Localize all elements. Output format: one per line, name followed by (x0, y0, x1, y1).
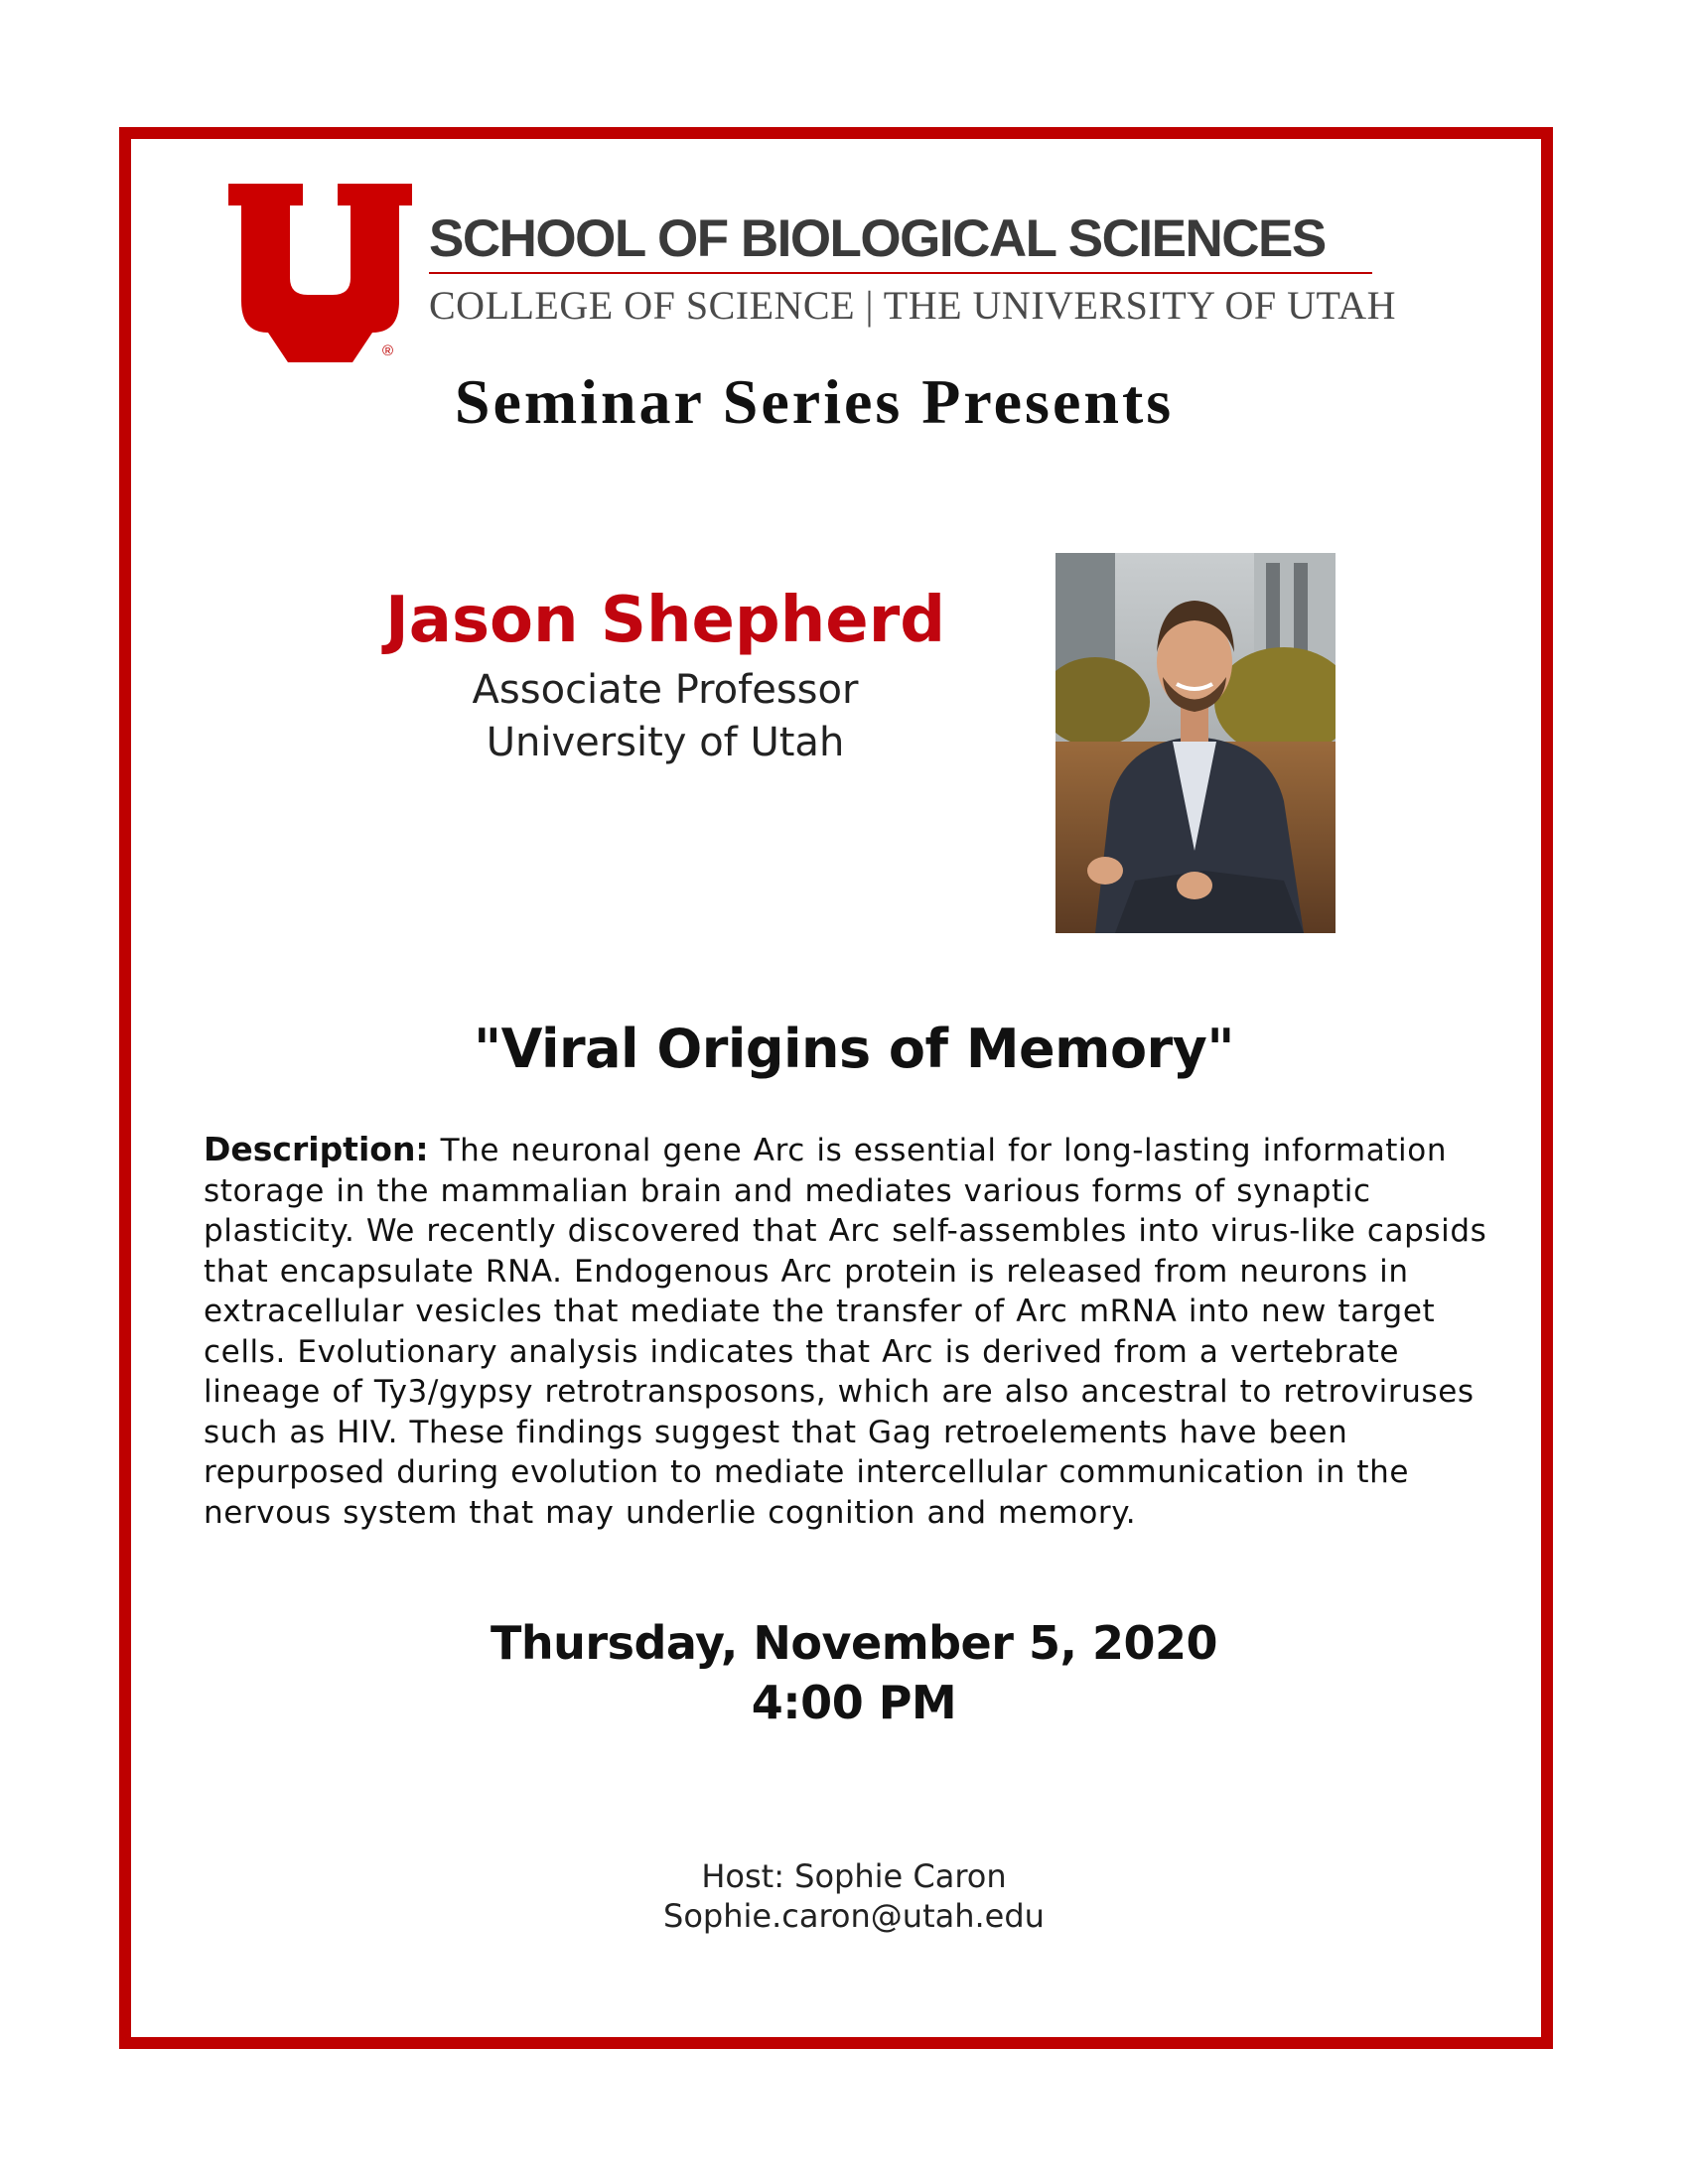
host-email-link[interactable]: Sophie.caron@utah.edu (663, 1897, 1045, 1935)
speaker-portrait-icon (1055, 553, 1336, 933)
series-title: Seminar Series Presents (454, 366, 1175, 437)
speaker-institution: University of Utah (486, 720, 845, 765)
speaker-name: Jason Shepherd (384, 584, 946, 657)
talk-title: "Viral Origins of Memory" (473, 1018, 1235, 1080)
header-divider (429, 272, 1372, 274)
speaker-title: Associate Professor (472, 667, 859, 713)
description (204, 1130, 1524, 1533)
host-name: Host: Sophie Caron (701, 1857, 1007, 1895)
description-label: Description: (204, 1130, 429, 1168)
college-line: COLLEGE OF SCIENCE | THE UNIVERSITY OF UTAH (429, 283, 1397, 328)
school-name: SCHOOL OF BIOLOGICAL SCIENCES (429, 209, 1326, 268)
event-date: Thursday, November 5, 2020 (491, 1616, 1217, 1670)
event-time: 4:00 PM (751, 1676, 957, 1729)
description-text: The neuronal gene Arc is essential for long-lasting information storage in the mammalian brain and mediates various forms of synaptic plasticity. We recently discovered that Arc self-assembles into virus-like capsids that encapsulate RNA. Endogenous Arc protein is released from neurons in extracellular vesicles that mediate the transfer of Arc mRNA into new target cells. Evolutionary analysis indicates that Arc is derived from a vertebrate lineage of Ty3/gypsy retrotransposons, which are also ancestral to retroviruses such as HIV. These findings suggest that Gag retroelements have been repurposed during evolution to mediate intercellular communication in the nervous system that may underlie cognition and memory. (204, 1133, 1487, 1531)
registered-mark: ® (382, 342, 394, 359)
block-u-logo-icon (228, 184, 412, 362)
